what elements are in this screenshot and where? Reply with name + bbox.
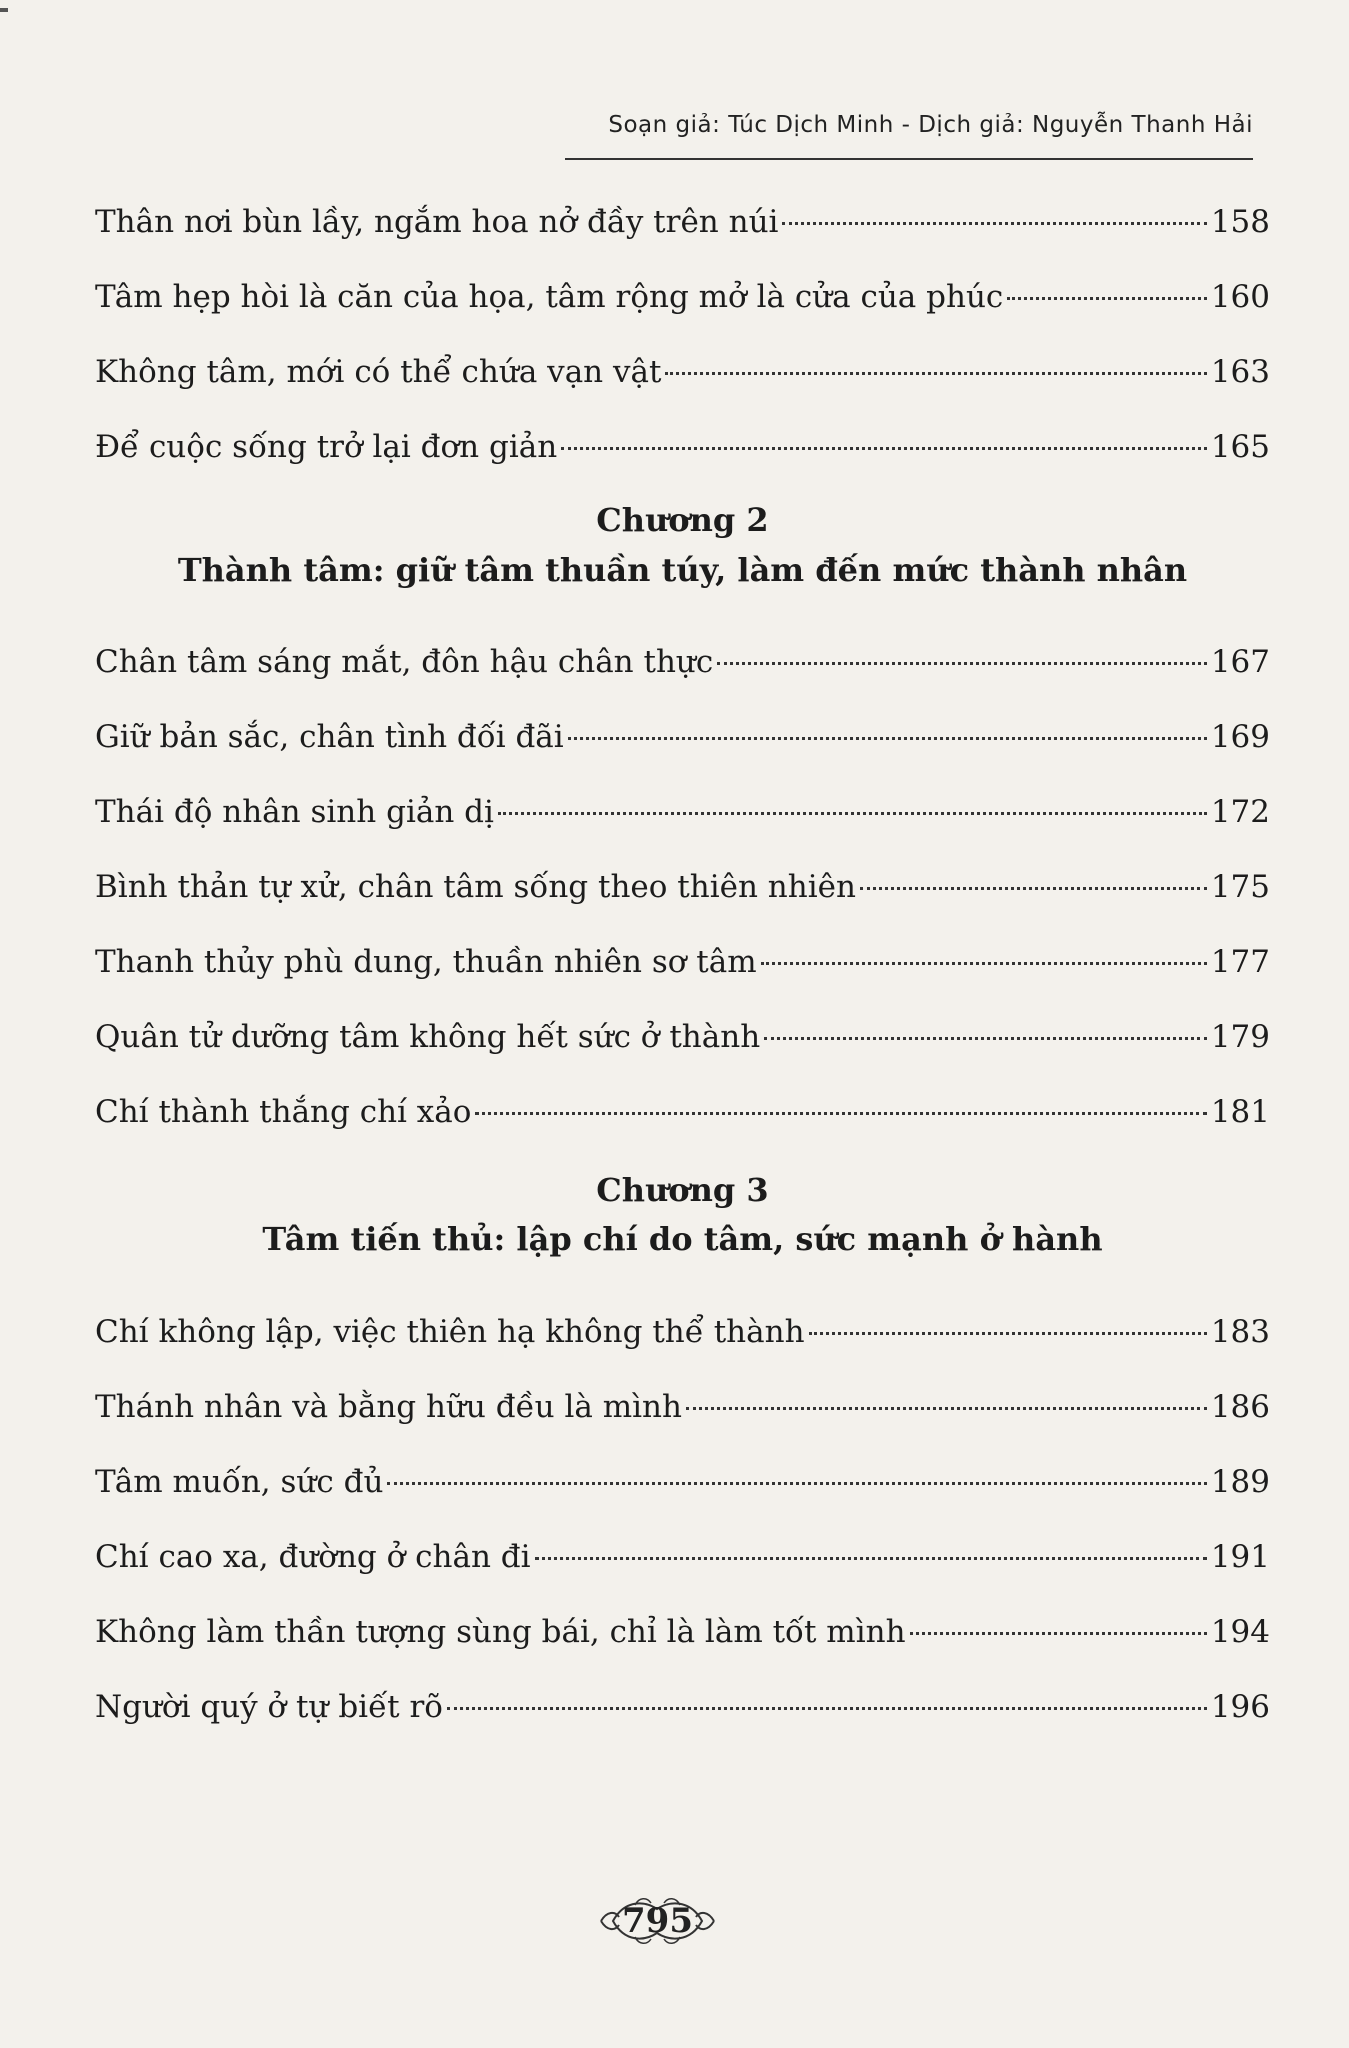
- dot-leader: [475, 1112, 1206, 1115]
- dot-leader: [1007, 297, 1207, 300]
- toc-entry-page: 169: [1210, 719, 1270, 755]
- dot-leader: [782, 222, 1206, 225]
- toc-entry-title: Người quý ở tự biết rõ: [95, 1689, 443, 1725]
- toc-entry: [95, 427, 1270, 467]
- toc-entry-title: Tâm muốn, sức đủ: [95, 1464, 384, 1500]
- toc-entry: [95, 942, 1270, 982]
- toc-entry: [95, 642, 1270, 682]
- scan-edge-mark: [0, 8, 8, 12]
- toc-entry-page: 196: [1210, 1689, 1270, 1725]
- dot-leader: [686, 1407, 1207, 1410]
- dot-leader: [561, 447, 1207, 450]
- toc-entry-page: 167: [1210, 644, 1270, 680]
- page-number: 795: [622, 1901, 693, 1941]
- toc-entry: [95, 1612, 1270, 1652]
- chapter-title: Tâm tiến thủ: lập chí do tâm, sức mạnh ở hành: [262, 1220, 1103, 1258]
- toc-entry-page: 165: [1210, 429, 1270, 465]
- toc-entry-title: Để cuộc sống trở lại đơn giản: [95, 429, 558, 465]
- toc-entry: [95, 1312, 1270, 1352]
- dot-leader: [761, 962, 1207, 965]
- toc-entry-page: 179: [1210, 1019, 1270, 1055]
- toc-entry-title: Không làm thần tượng sùng bái, chỉ là làm tốt mình: [95, 1614, 906, 1650]
- toc-entry: [95, 1092, 1270, 1132]
- toc-entry-page: 175: [1210, 869, 1270, 905]
- toc-entry-page: 172: [1210, 794, 1270, 830]
- toc-entry: [95, 277, 1270, 317]
- toc-entry-page: 183: [1210, 1314, 1270, 1350]
- toc-entry-page: 163: [1210, 354, 1270, 390]
- toc-entry-title: Quân tử dưỡng tâm không hết sức ở thành: [95, 1019, 761, 1055]
- toc-entry-title: Bình thản tự xử, chân tâm sống theo thiên nhiên: [95, 869, 856, 905]
- toc-entry-page: 186: [1210, 1389, 1270, 1425]
- toc-entry-title: Không tâm, mới có thể chứa vạn vật: [95, 354, 662, 390]
- toc-entry-title: Chí thành thắng chí xảo: [95, 1094, 472, 1130]
- toc-entry-title: Thánh nhân và bằng hữu đều là mình: [95, 1389, 682, 1425]
- toc-entry-title: Giữ bản sắc, chân tình đối đãi: [95, 719, 564, 755]
- toc-entry-title: Chân tâm sáng mắt, đôn hậu chân thực: [95, 644, 714, 680]
- toc-entry-page: 189: [1210, 1464, 1270, 1500]
- toc-entry: [95, 1462, 1270, 1502]
- chapter-label: Chương 3: [596, 1171, 769, 1209]
- toc-entry-page: 177: [1210, 944, 1270, 980]
- running-header: Soạn giả: Túc Dịch Minh - Dịch giả: Nguyễn Thanh Hải: [608, 112, 1253, 138]
- toc-entry-title: Thái độ nhân sinh giản dị: [95, 794, 494, 830]
- toc-entry: [95, 202, 1270, 242]
- dot-leader: [809, 1332, 1207, 1335]
- toc-entry: [95, 867, 1270, 907]
- dot-leader: [717, 662, 1207, 665]
- toc-entry: [95, 1017, 1270, 1057]
- dot-leader: [568, 737, 1207, 740]
- dot-leader: [764, 1037, 1207, 1040]
- toc-entry-page: 194: [1210, 1614, 1270, 1650]
- toc-entry-page: 158: [1210, 204, 1270, 240]
- dot-leader: [387, 1482, 1206, 1485]
- toc-entry: [95, 1387, 1270, 1427]
- toc-entry-title: Chí cao xa, đường ở chân đi: [95, 1539, 531, 1575]
- toc-entry: [95, 792, 1270, 832]
- dot-leader: [910, 1632, 1207, 1635]
- toc-entry-page: 181: [1210, 1094, 1270, 1130]
- toc-entry-title: Thân nơi bùn lầy, ngắm hoa nở đầy trên núi: [95, 204, 779, 240]
- dot-leader: [535, 1557, 1207, 1560]
- chapter-title: Thành tâm: giữ tâm thuần túy, làm đến mức thành nhân: [177, 551, 1188, 589]
- toc-entry-title: Thanh thủy phù dung, thuần nhiên sơ tâm: [95, 944, 757, 980]
- toc-entry-page: 160: [1210, 279, 1270, 315]
- toc-entry: [95, 1687, 1270, 1727]
- dot-leader: [665, 372, 1206, 375]
- toc-entry-title: Tâm hẹp hòi là căn của họa, tâm rộng mở là cửa của phúc: [95, 279, 1004, 315]
- dot-leader: [498, 812, 1207, 815]
- toc-entry: [95, 717, 1270, 757]
- dot-leader: [860, 887, 1207, 890]
- toc-entry-title: Chí không lập, việc thiên hạ không thể thành: [95, 1314, 805, 1350]
- toc-entry: [95, 352, 1270, 392]
- header-rule: [565, 158, 1253, 160]
- toc-entry: [95, 1537, 1270, 1577]
- dot-leader: [447, 1707, 1207, 1710]
- chapter-label: Chương 2: [596, 501, 769, 539]
- toc-entry-page: 191: [1210, 1539, 1270, 1575]
